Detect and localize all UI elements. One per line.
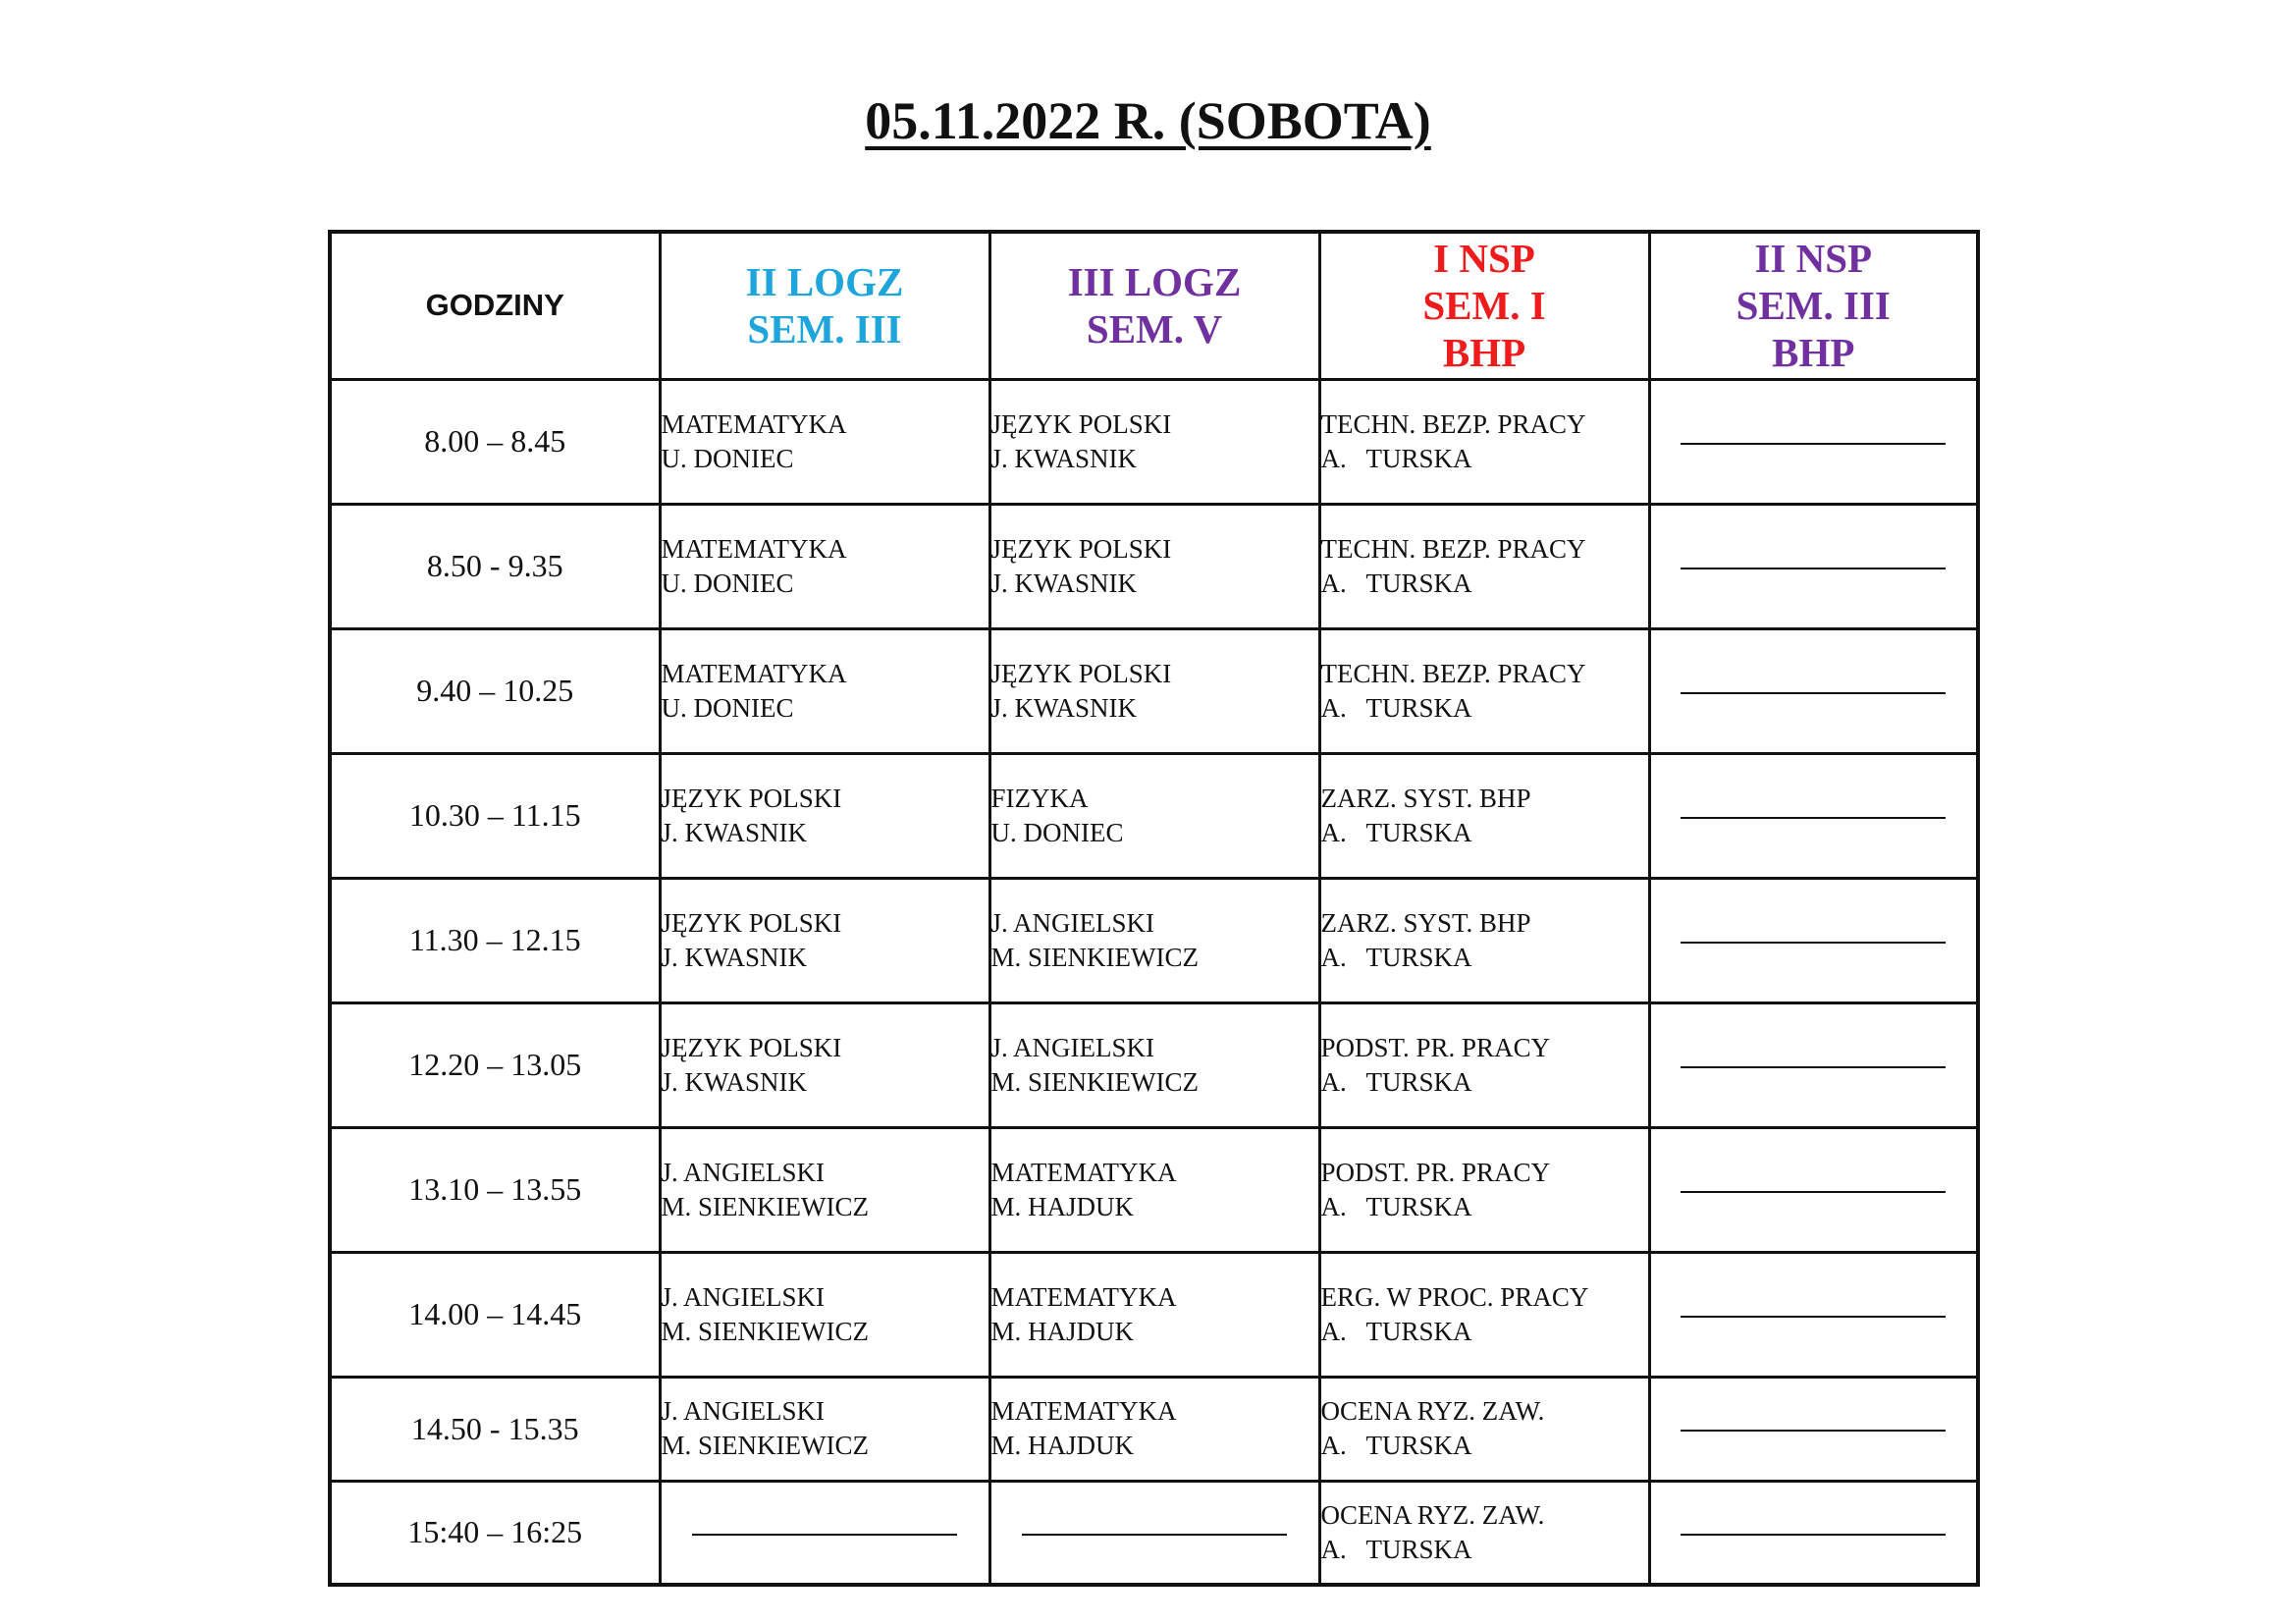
lesson-teacher: M. SIENKIEWICZ bbox=[661, 1191, 869, 1221]
time-slot: 8.00 – 8.45 bbox=[330, 379, 660, 504]
lesson-teacher: A. TURSKA bbox=[1320, 1534, 1472, 1564]
lesson-cell bbox=[660, 379, 989, 504]
lesson-cell bbox=[660, 1127, 989, 1252]
lesson-teacher: M. SIENKIEWICZ bbox=[990, 942, 1199, 972]
table-row bbox=[330, 504, 1978, 628]
lesson-subject: OCENA RYZ. ZAW. bbox=[1320, 1396, 1545, 1426]
empty-dash-line bbox=[692, 1534, 957, 1536]
empty-dash-line bbox=[1681, 692, 1946, 694]
group-name: II NSP bbox=[1754, 236, 1873, 282]
time-slot: 11.30 – 12.15 bbox=[330, 878, 660, 1002]
lesson-cell bbox=[989, 379, 1319, 504]
lesson-cell bbox=[660, 1002, 989, 1127]
lesson-cell bbox=[989, 628, 1319, 753]
header-row bbox=[330, 232, 1978, 379]
empty-cell bbox=[1649, 1481, 1978, 1585]
lesson-teacher: J. KWASNIK bbox=[661, 942, 807, 972]
page-title: 05.11.2022 R. (SOBOTA) bbox=[865, 91, 1431, 150]
group-semester: SEM. III bbox=[747, 306, 902, 352]
lesson-subject: MATEMATYKA bbox=[990, 1281, 1177, 1312]
lesson-teacher: J. KWASNIK bbox=[990, 443, 1137, 473]
lesson-teacher: M. HAJDUK bbox=[990, 1191, 1135, 1221]
lesson-subject: J. ANGIELSKI bbox=[661, 1281, 825, 1312]
table-row bbox=[330, 753, 1978, 878]
empty-dash-line bbox=[1681, 568, 1946, 569]
table-row bbox=[330, 628, 1978, 753]
group-name: III LOGZ bbox=[1067, 259, 1242, 305]
lesson-subject: J. ANGIELSKI bbox=[990, 1032, 1154, 1062]
empty-cell bbox=[1649, 1252, 1978, 1377]
time-slot: 12.20 – 13.05 bbox=[330, 1002, 660, 1127]
lesson-cell bbox=[660, 753, 989, 878]
lesson-cell bbox=[1319, 628, 1649, 753]
lesson-subject: MATEMATYKA bbox=[661, 658, 847, 688]
lesson-cell bbox=[989, 1002, 1319, 1127]
lesson-cell bbox=[660, 628, 989, 753]
lesson-teacher: A. TURSKA bbox=[1320, 817, 1472, 847]
lesson-teacher: U. DONIEC bbox=[661, 443, 794, 473]
empty-cell bbox=[989, 1481, 1319, 1585]
empty-cell bbox=[1649, 878, 1978, 1002]
empty-dash-line bbox=[1022, 1534, 1287, 1536]
empty-dash-line bbox=[1681, 817, 1946, 819]
empty-cell bbox=[1649, 628, 1978, 753]
group-header-ii-logz bbox=[660, 232, 989, 379]
lesson-cell bbox=[1319, 878, 1649, 1002]
schedule-table bbox=[328, 230, 1980, 1587]
schedule-body bbox=[330, 379, 1978, 1585]
empty-cell bbox=[1649, 1377, 1978, 1481]
table-row bbox=[330, 1252, 1978, 1377]
group-specialty: BHP bbox=[1772, 330, 1855, 376]
lesson-subject: PODST. PR. PRACY bbox=[1320, 1032, 1551, 1062]
lesson-subject: J. ANGIELSKI bbox=[661, 1396, 825, 1426]
lesson-teacher: A. TURSKA bbox=[1320, 942, 1472, 972]
lesson-teacher: A. TURSKA bbox=[1320, 443, 1472, 473]
empty-dash-line bbox=[1681, 1191, 1946, 1193]
lesson-cell bbox=[660, 1377, 989, 1481]
lesson-cell bbox=[989, 1252, 1319, 1377]
lesson-cell bbox=[989, 504, 1319, 628]
lesson-subject: JĘZYK POLSKI bbox=[661, 907, 842, 938]
lesson-cell bbox=[989, 753, 1319, 878]
lesson-teacher: J. KWASNIK bbox=[990, 568, 1137, 598]
table-row bbox=[330, 379, 1978, 504]
lesson-cell bbox=[660, 878, 989, 1002]
group-header-i-nsp bbox=[1319, 232, 1649, 379]
time-slot: 14.00 – 14.45 bbox=[330, 1252, 660, 1377]
group-header-ii-nsp bbox=[1649, 232, 1978, 379]
lesson-teacher: A. TURSKA bbox=[1320, 1066, 1472, 1097]
empty-dash-line bbox=[1681, 1066, 1946, 1068]
lesson-teacher: M. SIENKIEWICZ bbox=[661, 1431, 869, 1460]
time-slot: 10.30 – 11.15 bbox=[330, 753, 660, 878]
lesson-cell bbox=[989, 878, 1319, 1002]
lesson-subject: JĘZYK POLSKI bbox=[990, 408, 1172, 439]
lesson-cell bbox=[1319, 1377, 1649, 1481]
group-header-iii-logz bbox=[989, 232, 1319, 379]
lesson-cell bbox=[660, 504, 989, 628]
lesson-subject: PODST. PR. PRACY bbox=[1320, 1157, 1551, 1187]
lesson-teacher: M. HAJDUK bbox=[990, 1316, 1135, 1346]
lesson-cell bbox=[1319, 504, 1649, 628]
time-slot: 15:40 – 16:25 bbox=[330, 1481, 660, 1585]
table-row bbox=[330, 1481, 1978, 1585]
lesson-subject: MATEMATYKA bbox=[661, 408, 847, 439]
empty-dash-line bbox=[1681, 443, 1946, 445]
lesson-subject: TECHN. BEZP. PRACY bbox=[1320, 408, 1586, 439]
lesson-teacher: U. DONIEC bbox=[990, 817, 1124, 847]
lesson-subject: TECHN. BEZP. PRACY bbox=[1320, 533, 1586, 564]
lesson-teacher: U. DONIEC bbox=[661, 692, 794, 723]
empty-cell bbox=[1649, 504, 1978, 628]
lesson-teacher: J. KWASNIK bbox=[661, 1066, 807, 1097]
lesson-teacher: A. TURSKA bbox=[1320, 692, 1472, 723]
lesson-subject: MATEMATYKA bbox=[990, 1396, 1177, 1426]
lesson-subject: ERG. W PROC. PRACY bbox=[1320, 1281, 1589, 1312]
lesson-subject: JĘZYK POLSKI bbox=[661, 783, 842, 813]
group-semester: SEM. I bbox=[1422, 283, 1546, 329]
empty-cell bbox=[1649, 1127, 1978, 1252]
lesson-subject: MATEMATYKA bbox=[661, 533, 847, 564]
table-row bbox=[330, 1002, 1978, 1127]
group-name: II LOGZ bbox=[745, 259, 904, 305]
lesson-subject: J. ANGIELSKI bbox=[990, 907, 1154, 938]
lesson-teacher: M. HAJDUK bbox=[990, 1431, 1135, 1460]
lesson-teacher: M. SIENKIEWICZ bbox=[990, 1066, 1199, 1097]
table-row bbox=[330, 1377, 1978, 1481]
lesson-teacher: A. TURSKA bbox=[1320, 568, 1472, 598]
lesson-cell bbox=[660, 1252, 989, 1377]
lesson-teacher: A. TURSKA bbox=[1320, 1431, 1472, 1460]
lesson-subject: ZARZ. SYST. BHP bbox=[1320, 783, 1531, 813]
empty-dash-line bbox=[1681, 1430, 1946, 1432]
lesson-teacher: M. SIENKIEWICZ bbox=[661, 1316, 869, 1346]
lesson-subject: JĘZYK POLSKI bbox=[990, 658, 1172, 688]
lesson-subject: J. ANGIELSKI bbox=[661, 1157, 825, 1187]
empty-dash-line bbox=[1681, 1316, 1946, 1318]
table-row bbox=[330, 1127, 1978, 1252]
lesson-cell bbox=[1319, 753, 1649, 878]
lesson-teacher: J. KWASNIK bbox=[990, 692, 1137, 723]
group-specialty: BHP bbox=[1442, 330, 1526, 376]
lesson-subject: JĘZYK POLSKI bbox=[661, 1032, 842, 1062]
lesson-cell bbox=[1319, 379, 1649, 504]
lesson-teacher: J. KWASNIK bbox=[661, 817, 807, 847]
time-slot: 13.10 – 13.55 bbox=[330, 1127, 660, 1252]
lesson-subject: JĘZYK POLSKI bbox=[990, 533, 1172, 564]
lesson-cell bbox=[1319, 1252, 1649, 1377]
group-semester: SEM. V bbox=[1086, 306, 1223, 352]
lesson-teacher: A. TURSKA bbox=[1320, 1191, 1472, 1221]
lesson-cell bbox=[1319, 1481, 1649, 1585]
lesson-cell bbox=[989, 1127, 1319, 1252]
lesson-teacher: A. TURSKA bbox=[1320, 1316, 1472, 1346]
lesson-teacher: U. DONIEC bbox=[661, 568, 794, 598]
time-slot: 8.50 - 9.35 bbox=[330, 504, 660, 628]
empty-dash-line bbox=[1681, 1534, 1946, 1536]
lesson-subject: FIZYKA bbox=[990, 783, 1089, 813]
table-row bbox=[330, 878, 1978, 1002]
lesson-subject: MATEMATYKA bbox=[990, 1157, 1177, 1187]
group-name: I NSP bbox=[1433, 236, 1535, 282]
time-slot: 9.40 – 10.25 bbox=[330, 628, 660, 753]
empty-dash-line bbox=[1681, 942, 1946, 944]
lesson-cell bbox=[989, 1377, 1319, 1481]
lesson-subject: OCENA RYZ. ZAW. bbox=[1320, 1499, 1545, 1530]
lesson-subject: ZARZ. SYST. BHP bbox=[1320, 907, 1531, 938]
time-slot: 14.50 - 15.35 bbox=[330, 1377, 660, 1481]
empty-cell bbox=[1649, 379, 1978, 504]
empty-cell bbox=[1649, 753, 1978, 878]
empty-cell bbox=[1649, 1002, 1978, 1127]
empty-cell bbox=[660, 1481, 989, 1585]
group-semester: SEM. III bbox=[1735, 283, 1891, 329]
lesson-cell bbox=[1319, 1127, 1649, 1252]
lesson-subject: TECHN. BEZP. PRACY bbox=[1320, 658, 1586, 688]
hours-header: GODZINY bbox=[330, 232, 660, 379]
lesson-cell bbox=[1319, 1002, 1649, 1127]
